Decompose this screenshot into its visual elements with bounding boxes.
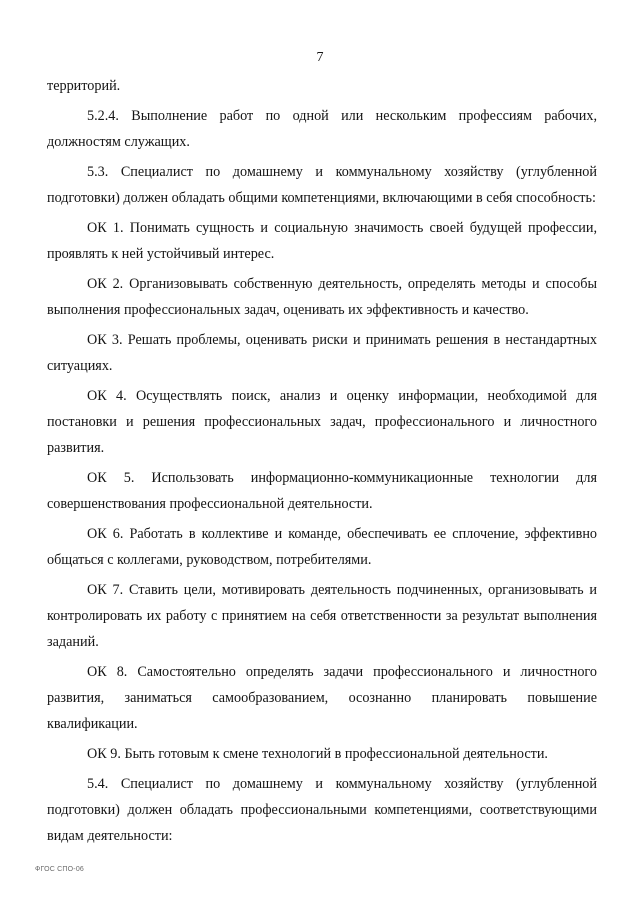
paragraph-5-3: 5.3. Специалист по домашнему и коммунальному хозяйству (углубленной подготовки) должен обладать общими компетенциями, включающими в себя способность: xyxy=(47,164,597,206)
paragraph-ok-3: ОК 3. Решать проблемы, оценивать риски и принимать решения в нестандартных ситуациях. xyxy=(47,332,597,374)
paragraph-continuation: территорий. xyxy=(47,78,121,94)
paragraph-5-4: 5.4. Специалист по домашнему и коммунальному хозяйству (углубленной подготовки) должен обладать профессиональными компетенциями, соответствующими видам деятельности: xyxy=(47,776,597,844)
footer-code: ФГОС СПО-06 xyxy=(35,866,85,873)
paragraph-ok-1: ОК 1. Понимать сущность и социальную значимость своей будущей профессии, проявлять к ней устойчивый интерес. xyxy=(47,220,597,262)
page-number: 7 xyxy=(316,50,324,65)
paragraph-ok-9: ОК 9. Быть готовым к смене технологий в профессиональной деятельности. xyxy=(87,746,548,762)
paragraph-5-2-4: 5.2.4. Выполнение работ по одной или нескольким профессиям рабочих, должностям служащих. xyxy=(47,108,597,150)
paragraph-ok-6: ОК 6. Работать в коллективе и команде, обеспечивать ее сплочение, эффективно общаться с коллегами, руководством, потребителями. xyxy=(47,526,597,568)
paragraph-ok-7: ОК 7. Ставить цели, мотивировать деятельность подчиненных, организовывать и контролировать их работу с принятием на себя ответственности за результат выполнения заданий. xyxy=(47,582,597,650)
paragraph-ok-5: ОК 5. Использовать информационно-коммуникационные технологии для совершенствования профессиональной деятельности. xyxy=(47,470,597,512)
paragraph-ok-2: ОК 2. Организовывать собственную деятельность, определять методы и способы выполнения профессиональных задач, оценивать их эффективность и качество. xyxy=(47,276,597,318)
paragraph-ok-4: ОК 4. Осуществлять поиск, анализ и оценку информации, необходимой для постановки и решения профессиональных задач, профессионального и личностного развития. xyxy=(47,388,597,456)
document-body xyxy=(47,73,597,853)
paragraph-ok-8: ОК 8. Самостоятельно определять задачи профессионального и личностного развития, заниматься самообразованием, осознанно планировать повышение квалификации. xyxy=(47,664,597,732)
